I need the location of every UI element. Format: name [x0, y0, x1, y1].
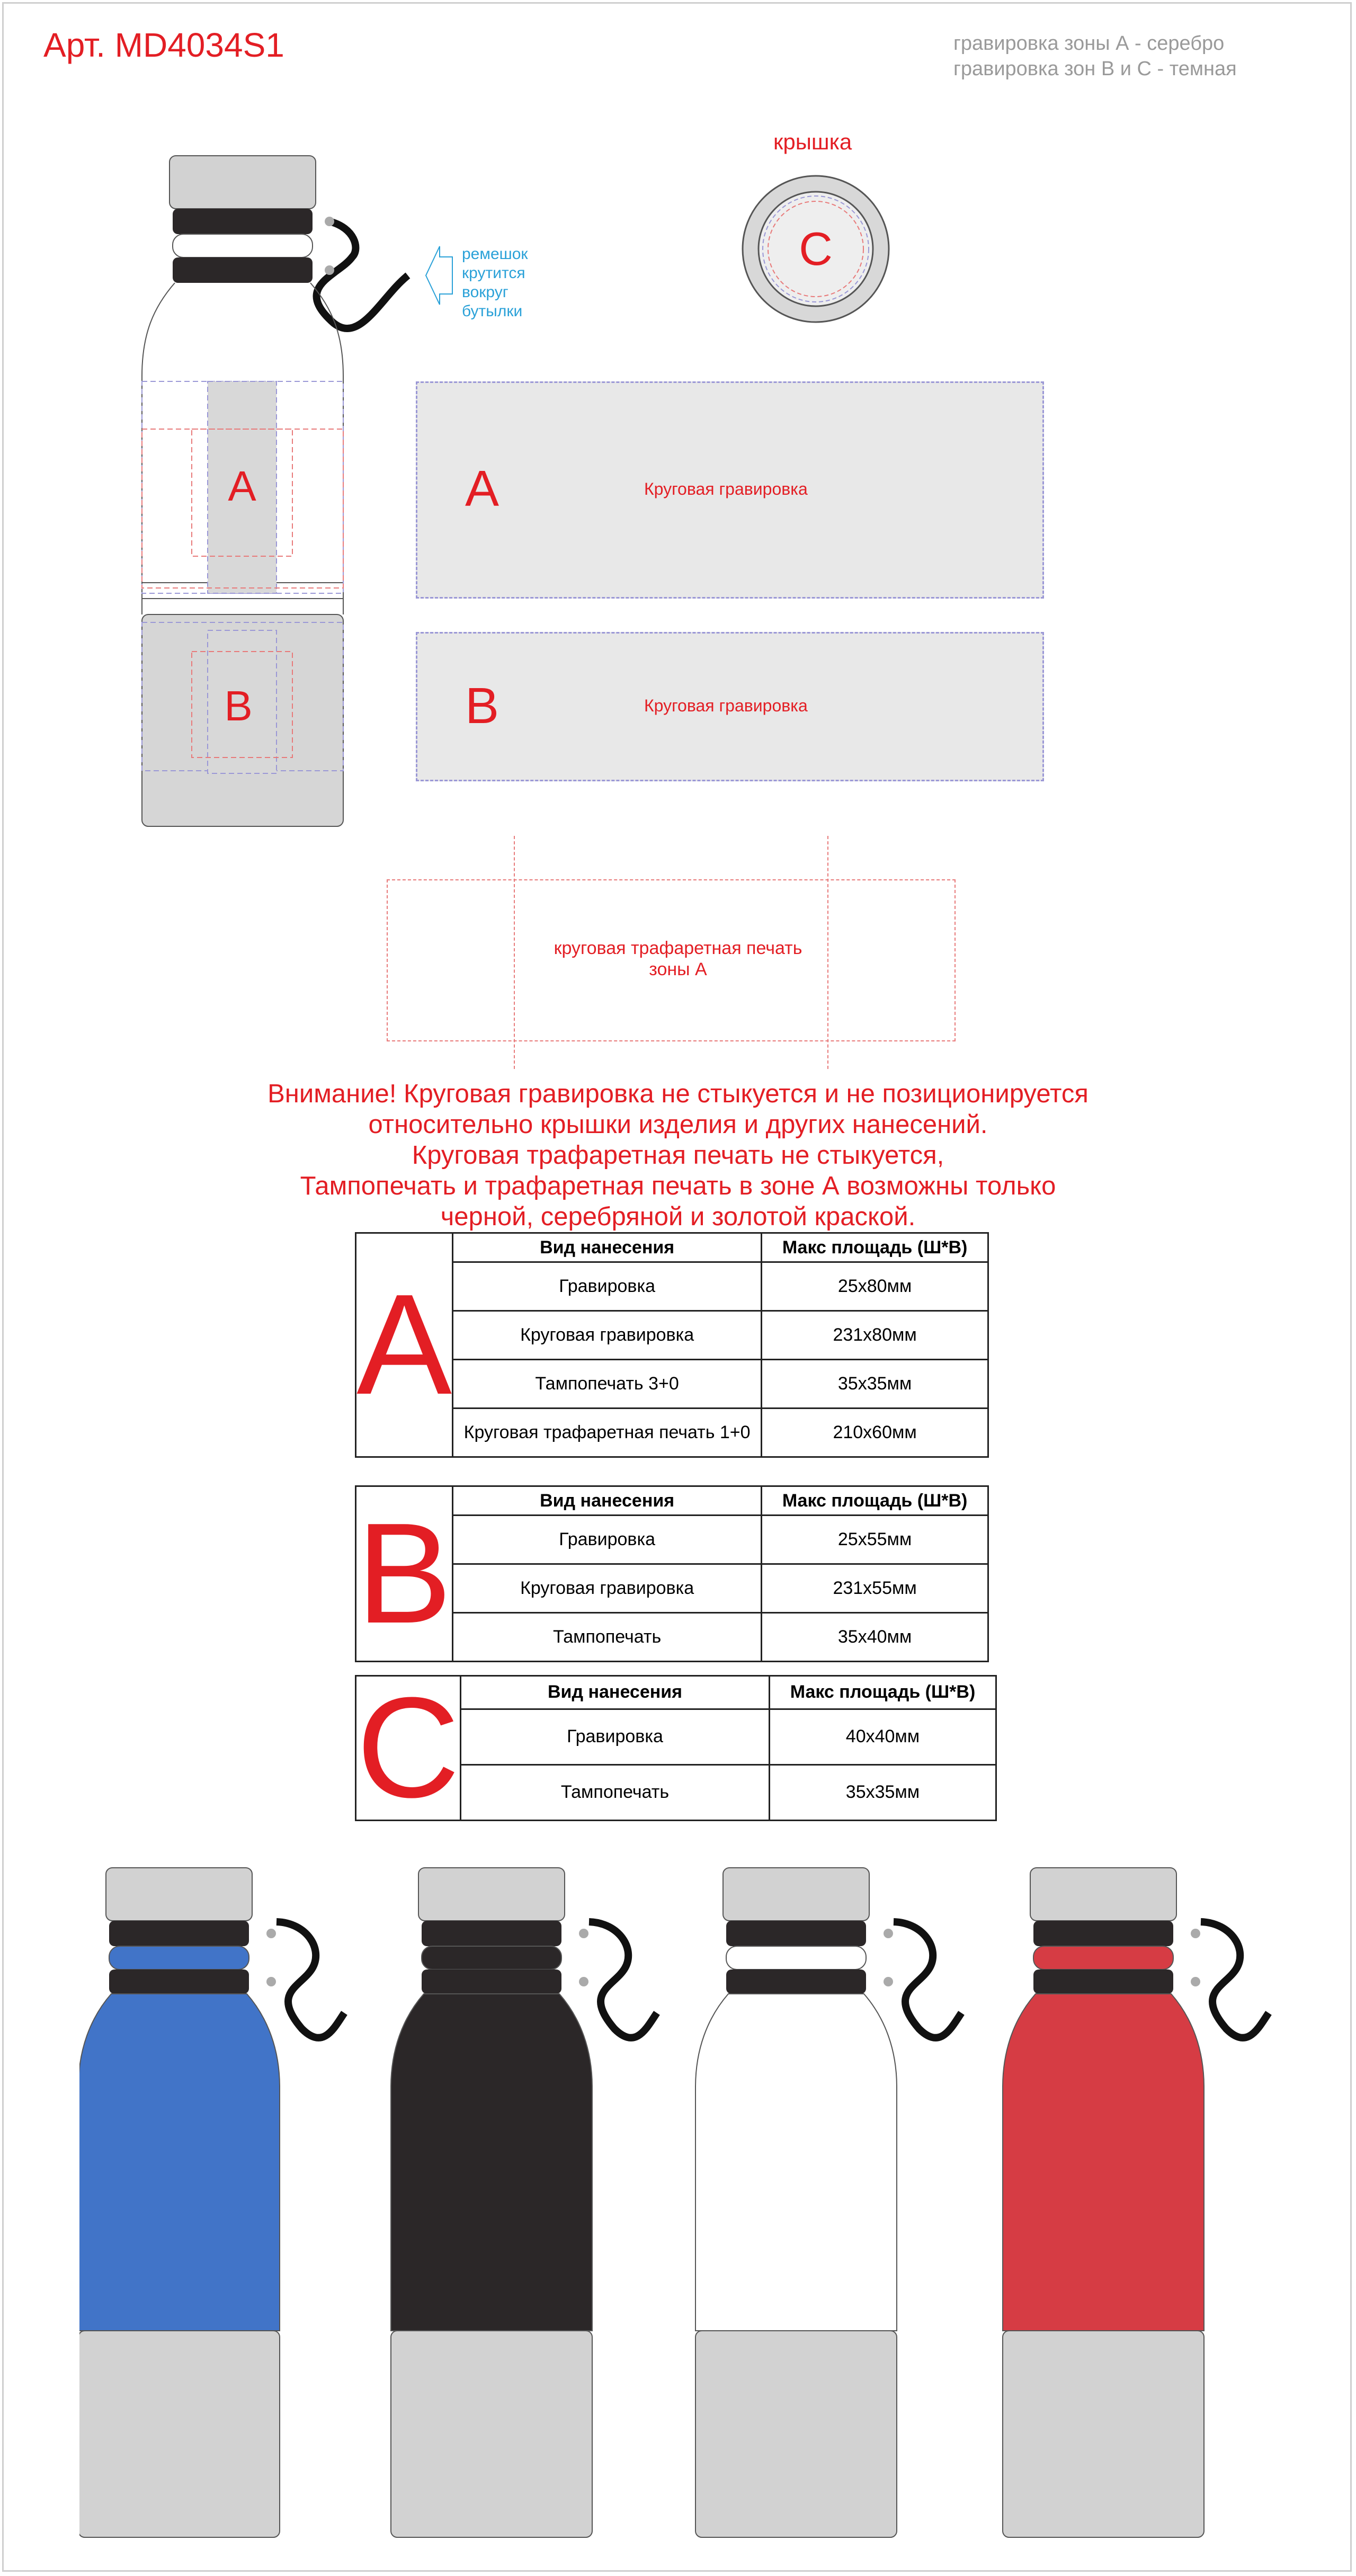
warning-text: Внимание! Круговая гравировка не стыкуется и не позиционируется относительно крышки изделия и других нанесений. Круговая трафаретная печать не стыкуется, Тампопечать и трафаретная печать в зоне А возможны только черной, серебряной и золотой краской.: [267, 1080, 1089, 1231]
legend-line-bc: гравировка зон В и С - темная: [953, 58, 1237, 80]
strap-arrow-icon: [424, 241, 456, 310]
lower-band: [173, 257, 313, 283]
table-header-method: Вид нанесения: [453, 1233, 762, 1262]
table-row: Круговая гравировка 231x55мм: [356, 1564, 988, 1613]
table-header-area: Макс площадь (Ш*В): [770, 1676, 996, 1709]
strap-note: ремешок крутится вокруг бутылки: [462, 245, 528, 320]
zone-a-letter: A: [465, 460, 499, 517]
upper-band: [173, 209, 313, 234]
table-row: Круговая гравировка 231x80мм: [356, 1311, 988, 1360]
table-header-method: Вид нанесения: [453, 1486, 762, 1516]
table-row: Тампопечать 3+0 35x35мм: [356, 1360, 988, 1409]
bottle-red: [1003, 1868, 1269, 2537]
table-header-area: Макс площадь (Ш*В): [762, 1486, 988, 1516]
neck-ring: [173, 234, 313, 257]
bottle-technical-drawing: [132, 148, 429, 837]
spec-table-a: [355, 1232, 989, 1458]
bottle-white: [695, 1868, 961, 2537]
table-row: Гравировка 25x55мм: [356, 1516, 988, 1564]
screen-print-guide: [514, 836, 515, 1069]
table-row: Круговая трафаретная печать 1+0 210x60мм: [356, 1409, 988, 1457]
strap-rivet: [325, 217, 334, 226]
table-row: Гравировка 25x80мм: [356, 1262, 988, 1311]
bottle-cap: [170, 156, 316, 209]
zone-b-letter: B: [465, 678, 499, 734]
color-variants: [79, 1859, 1298, 2548]
spec-table-b: [355, 1485, 989, 1662]
table-header-area: Макс площадь (Ш*В): [762, 1233, 988, 1262]
bottle-blue: [79, 1868, 344, 2537]
table-row: Тампопечать 35x35мм: [356, 1764, 996, 1820]
lid-zone-c-label: C: [799, 222, 833, 275]
screen-print-text: круговая трафаретная печать зоны А: [554, 938, 802, 979]
table-row: Тампопечать 35x40мм: [356, 1613, 988, 1662]
spec-table-c: [355, 1668, 997, 1828]
zone-b-panel: [416, 632, 1044, 781]
lid-diagram: [739, 172, 893, 326]
zone-b-text: Круговая гравировка: [644, 696, 808, 715]
zone-b-label: B: [224, 682, 253, 729]
legend-line-a: гравировка зоны А - серебро: [953, 32, 1225, 55]
strap-rivet: [325, 265, 334, 275]
article-title: Арт. MD4034S1: [43, 26, 284, 64]
zone-a-label: A: [228, 462, 256, 510]
table-zone-letter: B: [356, 1486, 453, 1662]
table-header-method: Вид нанесения: [461, 1676, 770, 1709]
zone-a-text: Круговая гравировка: [644, 479, 808, 498]
engraving-legend: [953, 31, 1237, 82]
table-row: Гравировка 40x40мм: [356, 1709, 996, 1764]
zone-a-panel: [416, 381, 1044, 599]
lid-label: крышка: [773, 129, 852, 154]
table-zone-letter: A: [356, 1233, 453, 1457]
bottle-black: [391, 1868, 657, 2537]
table-zone-letter: C: [356, 1668, 460, 1828]
